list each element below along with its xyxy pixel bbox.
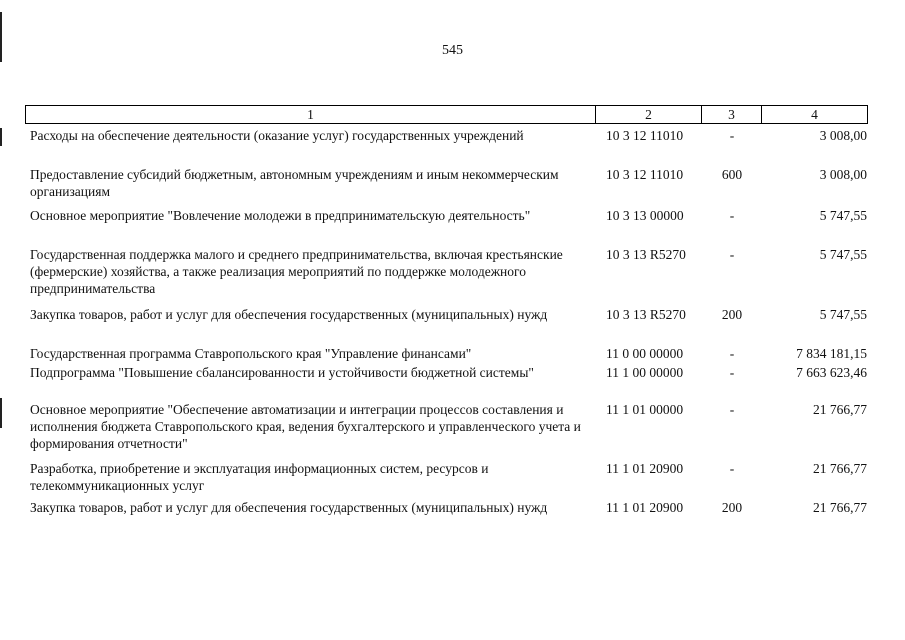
row-type: -: [729, 461, 735, 476]
row-amount: 21 766,77: [813, 500, 867, 515]
row-type: 200: [721, 500, 743, 515]
table-header: [25, 105, 868, 124]
row-amount: 21 766,77: [813, 402, 867, 417]
row-code: 10 3 13 R5270: [606, 307, 686, 322]
row-amount: 3 008,00: [819, 167, 867, 182]
row-name: Закупка товаров, работ и услуг для обеспечения государственных (муниципальных) нужд: [30, 307, 548, 322]
header-col-3: 3: [702, 106, 762, 123]
row-type: -: [729, 208, 735, 223]
row-name: Расходы на обеспечение деятельности (оказание услуг) государственных учреждений: [30, 128, 524, 143]
row-code: 10 3 13 00000: [606, 208, 684, 223]
page-number: 545: [442, 43, 463, 58]
row-code: 11 1 01 00000: [606, 402, 684, 417]
row-code: 11 1 00 00000: [606, 365, 684, 380]
row-code: 10 3 12 11010: [606, 167, 684, 182]
header-col-1: 1: [26, 106, 596, 123]
row-type: -: [729, 128, 735, 143]
row-type: -: [729, 365, 735, 380]
scan-edge-mark: [0, 398, 2, 428]
row-type: 600: [721, 167, 743, 182]
row-amount: 5 747,55: [819, 208, 867, 223]
row-code: 11 1 01 20900: [606, 500, 684, 515]
row-amount: 7 834 181,15: [796, 346, 867, 361]
row-name: Закупка товаров, работ и услуг для обеспечения государственных (муниципальных) нужд: [30, 500, 548, 515]
row-amount: 7 663 623,46: [796, 365, 867, 380]
row-name: Государственная программа Ставропольского края "Управление финансами": [30, 346, 472, 361]
row-amount: 5 747,55: [819, 307, 867, 322]
row-name: Государственная поддержка малого и среднего предпринимательства, включая крестьянские (фермерские) хозяйства, а также реализация мероприятий по поддержке молодежного предпринимательства: [30, 247, 563, 296]
row-name: Подпрограмма "Повышение сбалансированности и устойчивости бюджетной системы": [30, 365, 534, 380]
header-col-2: 2: [596, 106, 702, 123]
row-type: 200: [721, 307, 743, 322]
row-name: Разработка, приобретение и эксплуатация информационных систем, ресурсов и телекоммуникационных услуг: [30, 461, 489, 493]
row-code: 11 0 00 00000: [606, 346, 684, 361]
row-type: -: [729, 346, 735, 361]
row-name: Предоставление субсидий бюджетным, автономным учреждениям и иным некоммерческим организациям: [30, 167, 559, 199]
row-code: 11 1 01 20900: [606, 461, 684, 476]
row-type: -: [729, 247, 735, 262]
row-amount: 3 008,00: [819, 128, 867, 143]
row-code: 10 3 13 R5270: [606, 247, 686, 262]
row-name: Основное мероприятие "Вовлечение молодежи в предпринимательскую деятельность": [30, 208, 531, 223]
row-type: -: [729, 402, 735, 417]
scan-edge-mark: [0, 128, 2, 146]
row-amount: 5 747,55: [819, 247, 867, 262]
header-col-4: 4: [811, 107, 818, 122]
row-name: Основное мероприятие "Обеспечение автоматизации и интеграции процессов составления и исполнения бюджета Ставропольского края, ведения бухгалтерского и управленческого учета и формирования отчетности": [30, 402, 581, 451]
row-amount: 21 766,77: [813, 461, 867, 476]
row-code: 10 3 12 11010: [606, 128, 684, 143]
